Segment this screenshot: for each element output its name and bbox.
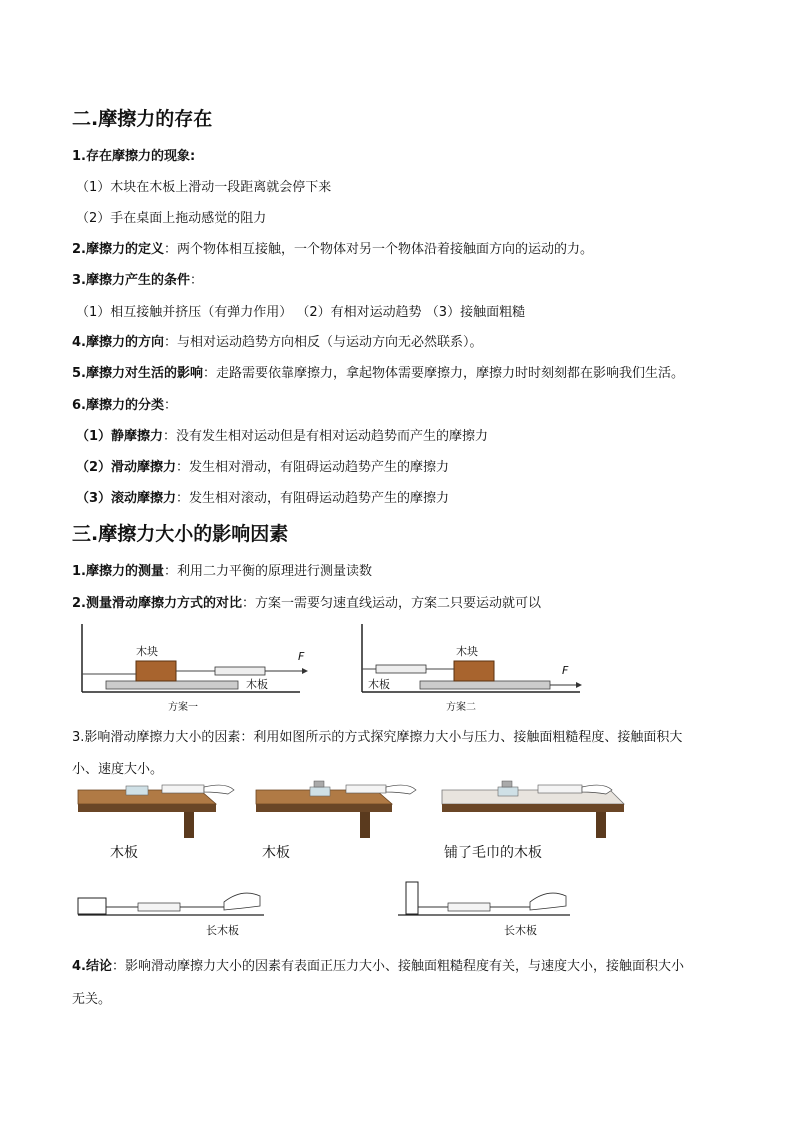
- spring-scale-two: [376, 665, 426, 673]
- experiment-table-towel: [442, 781, 624, 838]
- item-3-2: 2.测量滑动摩擦力方式的对比：方案一需要匀速直线运动，方案二只要运动就可以: [72, 596, 542, 611]
- caption-scheme-two: 方案二: [446, 702, 476, 713]
- long-board-experiments-figure: [74, 878, 574, 940]
- table-experiments-figure: [76, 780, 636, 842]
- block-two: [454, 661, 494, 681]
- force-label-two: F: [562, 664, 569, 677]
- block-one: [136, 661, 176, 681]
- caption-scheme-one: 方案一: [168, 702, 198, 713]
- item-3-3-line1: 3.影响滑动摩擦力大小的因素：利用如图所示的方式探究摩擦力大小与压力、接触面粗糙程度、接触面积大: [72, 730, 683, 745]
- long-board-upright-block: [398, 882, 570, 937]
- long-board-flat-block: [78, 893, 264, 937]
- experiment-table-wood-two: [256, 781, 416, 838]
- experiment-table-wood-one: [78, 785, 234, 838]
- measurement-schemes-figure: [70, 618, 600, 714]
- item-2-6-static: （1）静摩擦力：没有发生相对运动但是有相对运动趋势而产生的摩擦力: [76, 429, 489, 444]
- block-label-two: 木块: [456, 645, 478, 658]
- item-2-6-sliding: （2）滑动摩擦力：发生相对滑动，有阻碍运动趋势产生的摩擦力: [76, 460, 450, 475]
- long-board-label-two: 长木板: [504, 924, 537, 937]
- item-3-3-line2: 小、速度大小。: [72, 762, 164, 777]
- scheme-one-diagram: [82, 624, 308, 713]
- section-title-friction-factors: 三.摩擦力大小的影响因素: [72, 523, 289, 545]
- item-2-4: 4.摩擦力的方向：与相对运动趋势方向相反（与运动方向无必然联系）。: [72, 335, 483, 350]
- spring-scale-one: [215, 667, 265, 675]
- item-3-1: 1.摩擦力的测量：利用二力平衡的原理进行测量读数: [72, 564, 373, 579]
- force-label-one: F: [298, 650, 305, 663]
- board-label-one: 木板: [246, 678, 268, 691]
- item-2-1-a: （1）木块在木板上滑动一段距离就会停下来: [76, 180, 332, 195]
- caption-wood-one: 木板: [110, 845, 138, 861]
- item-2-2: 2.摩擦力的定义：两个物体相互接触，一个物体对另一个物体沿着接触面方向的运动的力。: [72, 242, 594, 257]
- scheme-two-diagram: [362, 624, 582, 713]
- item-2-1: 1.存在摩擦力的现象:: [72, 149, 196, 164]
- board-one: [106, 681, 238, 689]
- item-2-6-rolling: （3）滚动摩擦力：发生相对滚动，有阻碍运动趋势产生的摩擦力: [76, 491, 450, 506]
- item-2-5: 5.摩擦力对生活的影响：走路需要依靠摩擦力，拿起物体需要摩擦力，摩擦力时时刻刻都在影响我们生活。: [72, 366, 685, 381]
- item-3-4-line2: 无关。: [72, 992, 112, 1007]
- long-board-label-one: 长木板: [206, 924, 239, 937]
- section-title-friction-existence: 二.摩擦力的存在: [72, 108, 213, 130]
- item-2-6: 6.摩擦力的分类：: [72, 398, 178, 413]
- item-2-3: 3.摩擦力产生的条件：: [72, 273, 204, 288]
- caption-wood-two: 木板: [262, 845, 290, 861]
- item-2-1-b: （2）手在桌面上拖动感觉的阻力: [76, 211, 267, 226]
- board-two: [420, 681, 550, 689]
- caption-towel-board: 铺了毛巾的木板: [444, 845, 542, 861]
- block-label-one: 木块: [136, 645, 158, 658]
- item-2-3-conditions: （1）相互接触并挤压（有弹力作用） （2）有相对运动趋势 （3）接触面粗糙: [76, 305, 526, 320]
- item-3-4-line1: 4.结论：影响滑动摩擦力大小的因素有表面正压力大小、接触面粗糙程度有关，与速度大小，接触面积大小: [72, 959, 685, 974]
- board-label-two: 木板: [368, 678, 390, 691]
